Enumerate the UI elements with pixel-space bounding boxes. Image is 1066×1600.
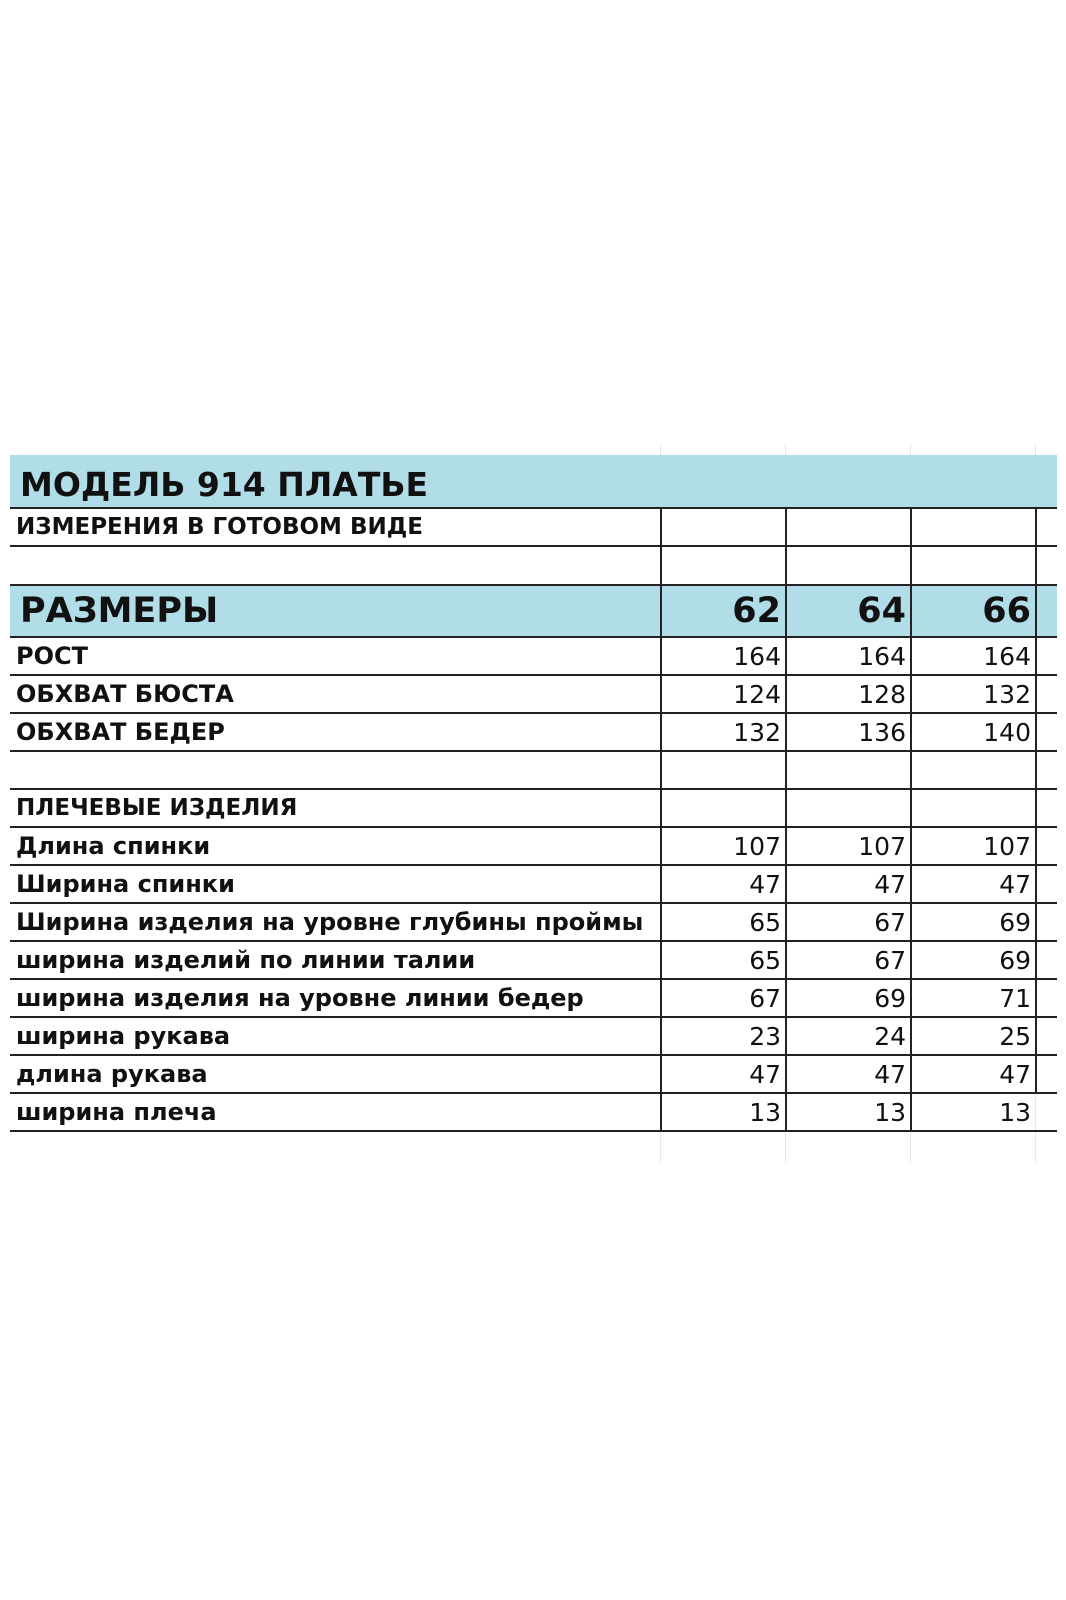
cell-value: 69 bbox=[999, 945, 1031, 975]
cell-value: 69 bbox=[999, 907, 1031, 937]
cell-value: 107 bbox=[983, 831, 1031, 861]
row-label: РОСТ bbox=[16, 642, 88, 670]
table-row bbox=[10, 827, 1057, 865]
table-border bbox=[10, 1054, 1057, 1056]
table-border bbox=[660, 507, 662, 1132]
table-row bbox=[10, 979, 1057, 1017]
subtitle-row bbox=[10, 508, 1057, 546]
cell-value: 47 bbox=[874, 869, 906, 899]
table-border bbox=[10, 674, 1057, 676]
table-border bbox=[10, 1092, 1057, 1094]
sizes-row bbox=[10, 585, 1057, 637]
table-row bbox=[10, 1093, 1057, 1131]
cell-value: 65 bbox=[749, 945, 781, 975]
table-border bbox=[10, 507, 1057, 509]
title-band bbox=[10, 455, 1057, 508]
row-label: Длина спинки bbox=[16, 832, 211, 860]
cell-value: 24 bbox=[874, 1021, 906, 1051]
cell-value: 13 bbox=[999, 1097, 1031, 1127]
cell-value: 132 bbox=[733, 717, 781, 747]
row-label: ОБХВАТ БЕДЕР bbox=[16, 718, 225, 746]
table-row bbox=[10, 675, 1057, 713]
table-border bbox=[10, 940, 1057, 942]
cell-value: 107 bbox=[733, 831, 781, 861]
cell-value: 164 bbox=[983, 641, 1031, 671]
cell-value: 71 bbox=[999, 983, 1031, 1013]
cell-value: 128 bbox=[858, 679, 906, 709]
row-label: ОБХВАТ БЮСТА bbox=[16, 680, 234, 708]
cell-value: 25 bbox=[999, 1021, 1031, 1051]
section-row bbox=[10, 789, 1057, 827]
cell-value: 13 bbox=[749, 1097, 781, 1127]
table-border bbox=[910, 507, 912, 1132]
table-border bbox=[10, 978, 1057, 980]
table-border bbox=[10, 826, 1057, 828]
size-62: 62 bbox=[732, 591, 781, 631]
size-66: 66 bbox=[982, 591, 1031, 631]
cell-value: 47 bbox=[874, 1059, 906, 1089]
cell-value: 47 bbox=[999, 1059, 1031, 1089]
table-border bbox=[10, 902, 1057, 904]
sizes-label: РАЗМЕРЫ bbox=[20, 591, 219, 631]
table-row bbox=[10, 865, 1057, 903]
table-border bbox=[785, 507, 787, 1132]
section-label: ПЛЕЧЕВЫЕ ИЗДЕЛИЯ bbox=[16, 795, 298, 821]
row-label: ширина плеча bbox=[16, 1098, 217, 1126]
cell-value: 69 bbox=[874, 983, 906, 1013]
table-border bbox=[10, 788, 1057, 790]
table-row bbox=[10, 637, 1057, 675]
row-label: ширина изделия на уровне линии бедер bbox=[16, 984, 584, 1012]
cell-value: 132 bbox=[983, 679, 1031, 709]
table-row bbox=[10, 941, 1057, 979]
cell-value: 13 bbox=[874, 1097, 906, 1127]
cell-value: 67 bbox=[874, 907, 906, 937]
cell-value: 23 bbox=[749, 1021, 781, 1051]
table-border bbox=[10, 750, 1057, 752]
cell-value: 140 bbox=[983, 717, 1031, 747]
size-chart-sheet bbox=[10, 449, 1056, 1155]
table-border bbox=[1035, 507, 1037, 1093]
size-64: 64 bbox=[857, 591, 906, 631]
row-label: Ширина спинки bbox=[16, 870, 235, 898]
row-label: Ширина изделия на уровне глубины проймы bbox=[16, 908, 644, 936]
model-title: МОДЕЛЬ 914 ПЛАТЬЕ bbox=[20, 465, 429, 504]
cell-value: 65 bbox=[749, 907, 781, 937]
table-row bbox=[10, 1017, 1057, 1055]
row-label: длина рукава bbox=[16, 1060, 208, 1088]
cell-value: 47 bbox=[749, 1059, 781, 1089]
table-border bbox=[10, 584, 1057, 586]
table-border bbox=[10, 636, 1057, 638]
cell-value: 67 bbox=[749, 983, 781, 1013]
cell-value: 136 bbox=[858, 717, 906, 747]
cell-value: 67 bbox=[874, 945, 906, 975]
table-border bbox=[10, 712, 1057, 714]
cell-value: 124 bbox=[733, 679, 781, 709]
table-border bbox=[10, 545, 1057, 547]
cell-value: 47 bbox=[749, 869, 781, 899]
table-row bbox=[10, 1055, 1057, 1093]
table-row bbox=[10, 903, 1057, 941]
cell-value: 47 bbox=[999, 869, 1031, 899]
table-row bbox=[10, 713, 1057, 751]
row-label: ширина изделий по линии талии bbox=[16, 946, 476, 974]
subtitle-label: ИЗМЕРЕНИЯ В ГОТОВОМ ВИДЕ bbox=[16, 514, 423, 540]
table-border bbox=[10, 1130, 1057, 1132]
row-label: ширина рукава bbox=[16, 1022, 231, 1050]
table-border bbox=[10, 864, 1057, 866]
table-border bbox=[10, 1016, 1057, 1018]
cell-value: 164 bbox=[858, 641, 906, 671]
cell-value: 107 bbox=[858, 831, 906, 861]
cell-value: 164 bbox=[733, 641, 781, 671]
